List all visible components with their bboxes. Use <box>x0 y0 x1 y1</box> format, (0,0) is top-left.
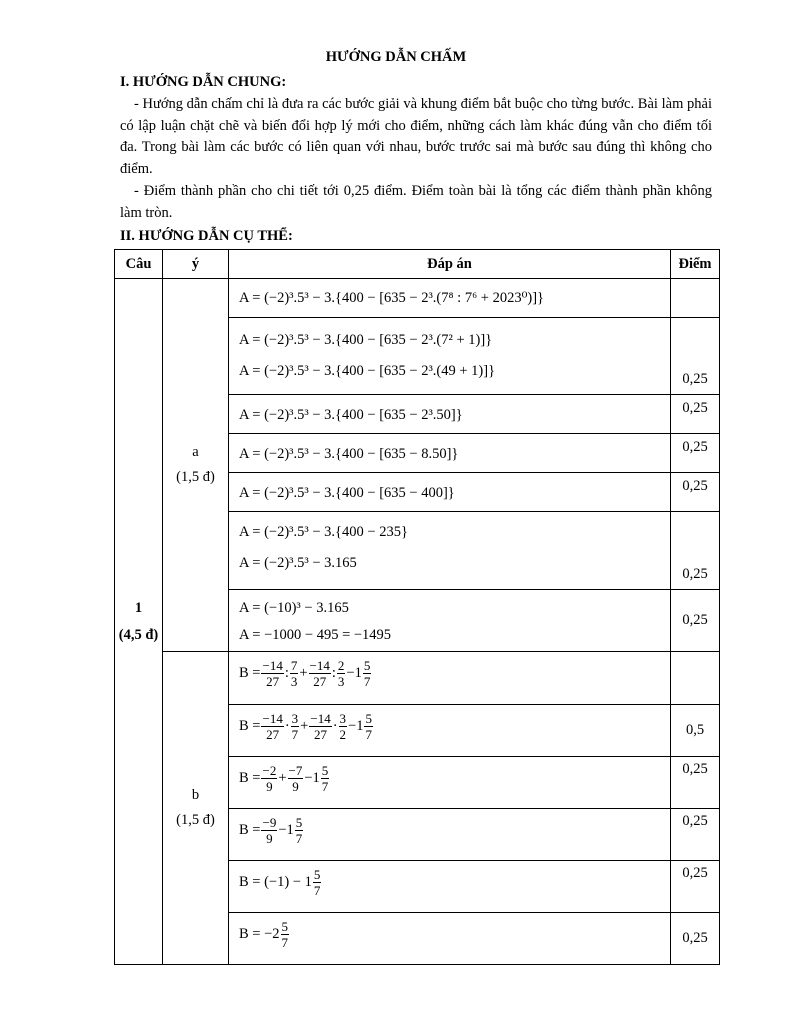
answer-cell <box>229 318 671 395</box>
part-b-points: (1,5 đ) <box>176 812 215 828</box>
fraction <box>261 815 277 846</box>
denominator: 9 <box>266 831 273 846</box>
answer-cell <box>229 757 671 809</box>
operator: + <box>278 770 287 786</box>
score-cell: 0,25 <box>671 434 720 473</box>
answer-line: A = (−2)³.5³ − 3.{400 − [635 − 2³.(49 + 1)]} <box>239 363 496 379</box>
numerator: 3 <box>291 711 299 726</box>
fraction <box>290 658 299 689</box>
score-cell: 0,25 <box>671 318 720 395</box>
header-cau: Câu <box>115 250 163 279</box>
denominator: 7 <box>363 674 371 689</box>
answer-line: A = (−2)³.5³ − 3.{400 − [635 − 2³.(7⁸ : 7⁶ + 2023⁰)]} <box>239 290 544 306</box>
operator: −1 <box>278 822 294 838</box>
operator: + <box>299 665 308 681</box>
denominator: 7 <box>365 727 372 742</box>
numerator: −9 <box>262 815 277 830</box>
score-cell: 0,25 <box>671 809 720 861</box>
part-a-points: (1,5 đ) <box>176 469 215 485</box>
answer-line: A = (−2)³.5³ − 3.165 <box>239 555 357 571</box>
score-cell: 0,25 <box>671 757 720 809</box>
score-cell <box>671 652 720 705</box>
numerator: 5 <box>295 815 303 830</box>
score-cell <box>671 279 720 318</box>
numerator: 5 <box>365 711 372 726</box>
general-paragraph-1: - Hướng dẫn chấm chỉ là đưa ra các bước giải và khung điểm bắt buộc cho từng bước. Bài làm phải có lập luận chặt chẽ và biến đổi hợp lý mới cho điểm, những cách làm khác đúng vẫn cho điểm tối đa. Trong bài làm các bước có liên quan với nhau, bước trước sai mà bước sau đúng thì không cho điểm. <box>120 96 712 177</box>
denominator: 7 <box>313 883 321 898</box>
operator: −1 <box>304 770 320 786</box>
expr-prefix: B = <box>239 770 261 786</box>
score-cell: 0,5 <box>671 705 720 757</box>
grading-table <box>114 249 720 965</box>
denominator: 7 <box>281 935 289 950</box>
section-heading-specific: II. HƯỚNG DẪN CỤ THỂ: <box>120 228 293 244</box>
fraction <box>309 711 331 742</box>
answer-line <box>239 867 662 898</box>
answer-line: A = (−2)³.5³ − 3.{400 − 235} <box>239 524 408 540</box>
answer-cell <box>229 473 671 512</box>
denominator: 9 <box>266 779 273 794</box>
part-a-cell <box>163 279 229 652</box>
expr-prefix: B = <box>239 718 261 734</box>
numerator: −14 <box>262 711 283 726</box>
answer-line <box>239 658 662 689</box>
numerator: −14 <box>309 658 330 673</box>
answer-line <box>239 919 662 950</box>
operator: −1 <box>348 718 364 734</box>
question-points: (4,5 đ) <box>118 626 159 643</box>
numerator: −14 <box>310 711 331 726</box>
fraction <box>261 763 277 794</box>
score-cell: 0,25 <box>671 473 720 512</box>
section-heading-general: I. HƯỚNG DẪN CHUNG: <box>120 74 287 90</box>
part-b-label: b <box>191 787 200 803</box>
score-cell: 0,25 <box>671 512 720 590</box>
numerator: 5 <box>281 919 289 934</box>
denominator: 7 <box>295 831 303 846</box>
answer-cell <box>229 705 671 757</box>
operator: · <box>332 718 338 734</box>
score-cell: 0,25 <box>671 913 720 965</box>
answer-line <box>239 763 662 794</box>
score-cell: 0,25 <box>671 861 720 913</box>
operator: · <box>284 718 290 734</box>
answer-line: A = (−2)³.5³ − 3.{400 − [635 − 400]} <box>239 485 455 501</box>
answer-cell <box>229 809 671 861</box>
score-cell: 0,25 <box>671 395 720 434</box>
answer-line <box>239 711 662 742</box>
denominator: 7 <box>291 727 299 742</box>
denominator: 3 <box>290 674 298 689</box>
numerator: −14 <box>262 658 283 673</box>
denominator: 7 <box>321 779 329 794</box>
part-b-cell <box>163 652 229 965</box>
answer-cell <box>229 652 671 705</box>
numerator: 3 <box>339 711 347 726</box>
fraction <box>309 658 331 689</box>
numerator: 5 <box>313 867 321 882</box>
fraction <box>363 658 372 689</box>
answer-line: A = (−2)³.5³ − 3.{400 − [635 − 2³.(7² + 1)]} <box>239 332 493 348</box>
score-cell: 0,25 <box>671 590 720 652</box>
numerator: 5 <box>321 763 329 778</box>
operator: + <box>300 718 309 734</box>
answer-line <box>239 815 662 846</box>
numerator: 2 <box>337 658 345 673</box>
fraction <box>339 711 348 742</box>
denominator: 27 <box>266 674 280 689</box>
answer-line: A = −1000 − 495 = −1495 <box>239 627 392 643</box>
header-y: ý <box>163 250 229 279</box>
header-diem: Điểm <box>671 250 720 279</box>
general-paragraph-2: - Điểm thành phần cho chi tiết tới 0,25 điểm. Điểm toàn bài là tổng các điểm thành phần không làm tròn. <box>120 183 712 221</box>
denominator: 27 <box>314 727 328 742</box>
answer-line: A = (−10)³ − 3.165 <box>239 600 349 616</box>
expr-prefix: B = (−1) − 1 <box>239 874 312 890</box>
fraction <box>364 711 373 742</box>
numerator: −7 <box>288 763 303 778</box>
fraction <box>281 919 290 950</box>
fraction <box>261 658 283 689</box>
question-cell <box>115 279 163 965</box>
denominator: 27 <box>266 727 280 742</box>
fraction <box>288 763 304 794</box>
numerator: 5 <box>363 658 371 673</box>
denominator: 2 <box>339 727 347 742</box>
answer-cell <box>229 434 671 473</box>
numerator: 7 <box>290 658 298 673</box>
part-a-label: a <box>192 444 199 460</box>
numerator: −2 <box>262 763 277 778</box>
denominator: 9 <box>292 779 299 794</box>
fraction <box>295 815 304 846</box>
fraction <box>321 763 330 794</box>
denominator: 27 <box>313 674 327 689</box>
expr-prefix: B = <box>239 822 261 838</box>
question-number: 1 <box>134 599 143 616</box>
expr-prefix: B = <box>239 665 261 681</box>
fraction <box>337 658 346 689</box>
expr-prefix: B = −2 <box>239 926 280 942</box>
fraction <box>291 711 300 742</box>
page-title: HƯỚNG DẪN CHẤM <box>325 49 467 65</box>
answer-line: A = (−2)³.5³ − 3.{400 − [635 − 8.50]} <box>239 446 459 462</box>
answer-cell <box>229 913 671 965</box>
answer-cell <box>229 279 671 318</box>
answer-line: A = (−2)³.5³ − 3.{400 − [635 − 2³.50]} <box>239 407 463 423</box>
answer-cell <box>229 590 671 652</box>
answer-cell <box>229 861 671 913</box>
header-dap-an: Đáp án <box>229 250 671 279</box>
operator: −1 <box>346 665 362 681</box>
answer-cell <box>229 512 671 590</box>
answer-cell <box>229 395 671 434</box>
fraction <box>261 711 283 742</box>
operator: : <box>284 665 289 681</box>
denominator: 3 <box>337 674 345 689</box>
operator: : <box>331 665 336 681</box>
fraction <box>313 867 322 898</box>
